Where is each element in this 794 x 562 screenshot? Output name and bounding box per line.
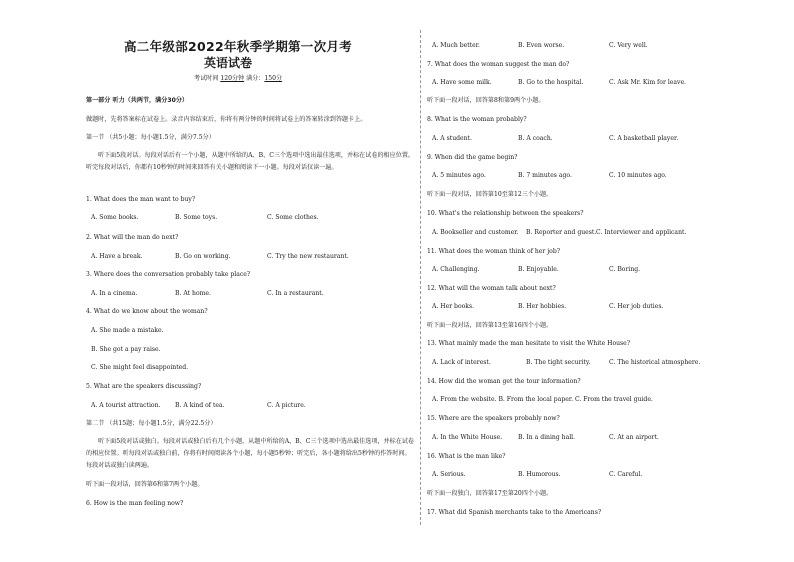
q12-option-a[interactable]: A. Her books. (432, 303, 475, 310)
q16-option-b[interactable]: B. Humorous. (518, 471, 561, 478)
q10-option-b[interactable]: B. Reporter and guest. (526, 229, 597, 236)
q8-option-b[interactable]: B. A coach. (518, 135, 553, 142)
q4-option-c[interactable]: C. She might feel disappointed. (91, 364, 189, 371)
q11-option-a[interactable]: A. Challenging. (432, 266, 480, 273)
q4-option-b[interactable]: B. She got a pay raise. (91, 346, 161, 353)
exam-subtitle: 英语试卷 (204, 56, 253, 70)
section2-instructions: 听下面5段对话或独白。每段对话或独白后有几个小题，从题中所给的A、B、C三个选项中选出最佳选项，并标在试卷的相应位置。听每段对话或独白前，你将有时间阅读各个小题，每小题5秒钟；听完后，各小题将给出5秒钟的作答时间。每段对话或独白读两遍。 (86, 438, 415, 469)
q2-option-c[interactable]: C. Try the new restaurant. (267, 253, 349, 260)
question-7: 7. What does the woman suggest the man do? (427, 61, 570, 68)
q12-option-c[interactable]: C. Her job duties. (609, 303, 664, 310)
q1-option-c[interactable]: C. Some clothes. (267, 214, 319, 221)
question-10: 10. What's the relationship between the speakers? (427, 210, 584, 217)
q13-option-c[interactable]: C. The historical atmosphere. (609, 359, 701, 366)
q11-option-b[interactable]: B. Enjoyable. (518, 266, 559, 273)
question-16: 16. What is the man like? (427, 453, 506, 460)
score-label: 满分： (246, 75, 265, 82)
question-9: 9. When did the game begin? (427, 154, 518, 161)
column-divider (420, 30, 421, 525)
q13-option-a[interactable]: A. Lack of interest. (432, 359, 491, 366)
question-15: 15. Where are the speakers probably now? (427, 415, 560, 422)
q16-option-a[interactable]: A. Serious. (432, 471, 466, 478)
exam-info (194, 75, 282, 83)
q3-option-c[interactable]: C. In a restaurant. (267, 290, 324, 297)
dialogue-10-12-note: 听下面一段对话，回答第10至第12三个小题。 (427, 191, 553, 198)
q10-option-c[interactable]: C. Interviewer and applicant. (596, 229, 687, 236)
question-17: 17. What did Spanish merchants take to the Americans? (427, 509, 602, 516)
q2-option-b[interactable]: B. Go on working. (175, 253, 231, 260)
question-14: 14. How did the woman get the tour information? (427, 378, 581, 385)
q6-option-c[interactable]: C. Very well. (609, 42, 648, 49)
q15-option-b[interactable]: B. In a dining hall. (518, 434, 576, 441)
section2-title: 第二节 （共15题；每小题1.5分，满分22.5分） (86, 420, 217, 427)
question-4: 4. What do we know about the woman? (86, 308, 208, 315)
question-8: 8. What is the woman probably? (427, 116, 527, 123)
question-1: 1. What does the man want to buy? (86, 196, 196, 203)
question-5: 5. What are the speakers discussing? (86, 383, 202, 390)
dialogue-13-16-note: 听下面一段对话，回答第13至第16四个小题。 (427, 322, 553, 329)
q5-option-b[interactable]: B. A kind of tea. (175, 402, 225, 409)
q9-option-a[interactable]: A. 5 minutes ago. (432, 172, 486, 179)
dialogue-6-7-note: 听下面一段对话，回答第6和第7两个小题。 (86, 481, 204, 488)
q15-option-a[interactable]: A. In the White House. (432, 434, 503, 441)
q3-option-b[interactable]: B. At home. (175, 290, 211, 297)
q5-option-a[interactable]: A. A tourist attraction. (91, 402, 161, 409)
q13-option-b[interactable]: B. The tight security. (526, 359, 591, 366)
question-11: 11. What does the woman think of her job? (427, 248, 560, 255)
q9-option-b[interactable]: B. 7 minutes ago. (518, 172, 572, 179)
time-value: 120分钟 (220, 75, 245, 82)
q2-option-a[interactable]: A. Have a break. (91, 253, 143, 260)
q12-option-b[interactable]: B. Her hobbies. (518, 303, 567, 310)
question-3: 3. Where does the conversation probably take place? (86, 271, 251, 278)
q7-option-c[interactable]: C. Ask Mr. Kim for leave. (609, 79, 686, 86)
question-2: 2. What will the man do next? (86, 234, 179, 241)
question-6: 6. How is the man feeling now? (86, 500, 184, 507)
score-value: 150分 (264, 75, 283, 82)
q8-option-c[interactable]: C. A basketball player. (609, 135, 679, 142)
q7-option-a[interactable]: A. Have some milk. (432, 79, 492, 86)
q11-option-c[interactable]: C. Boring. (609, 266, 641, 273)
q16-option-c[interactable]: C. Careful. (609, 471, 643, 478)
q1-option-a[interactable]: A. Some books. (91, 214, 139, 221)
section1-instructions: 听下面5段对话。每段对话后有一个小题，从题中所给的A、B、C三个选项中选出最佳选项，并标在试卷的相应位置。听完每段对话后，你都有10秒钟的时间来回答有关小题和阅读下一小题。每段对话仅读一遍。 (86, 152, 415, 171)
q3-option-a[interactable]: A. In a cinema. (91, 290, 138, 297)
q10-option-a[interactable]: A. Bookseller and customer. (432, 229, 519, 236)
part1-note: 做题时，先将答案标在试卷上。录音内容结束后，你将有两分钟的时间将试卷上的答案转涂到答题卡上。 (86, 116, 367, 123)
q6-option-b[interactable]: B. Even worse. (518, 42, 565, 49)
time-label: 考试时间 (194, 75, 219, 82)
q15-option-c[interactable]: C. At an airport. (609, 434, 659, 441)
q8-option-a[interactable]: A. A student. (432, 135, 472, 142)
part1-title: 第一部分 听力（共两节，满分30分） (86, 97, 189, 104)
q1-option-b[interactable]: B. Some toys. (175, 214, 218, 221)
exam-title: 高二年级部2022年秋季学期第一次月考 (124, 39, 352, 54)
question-12: 12. What will the woman talk about next? (427, 285, 556, 292)
dialogue-17-20-note: 听下面一段独白，回答第17至第20四个小题。 (427, 490, 553, 497)
q9-option-c[interactable]: C. 10 minutes ago. (609, 172, 667, 179)
section1-title: 第一节 （共5小题；每小题1.5分，满分7.5分） (86, 134, 215, 141)
q6-option-a[interactable]: A. Much better. (432, 42, 480, 49)
q4-option-a[interactable]: A. She made a mistake. (91, 327, 164, 334)
q14-options[interactable]: A. From the website. B. From the local paper. C. From the travel guide. (432, 396, 653, 403)
q7-option-b[interactable]: B. Go to the hospital. (518, 79, 584, 86)
q5-option-c[interactable]: C. A picture. (267, 402, 306, 409)
question-13: 13. What mainly made the man hesitate to visit the White House? (427, 340, 631, 347)
dialogue-8-9-note: 听下面一段对话，回答第8和第9两个小题。 (427, 97, 545, 104)
